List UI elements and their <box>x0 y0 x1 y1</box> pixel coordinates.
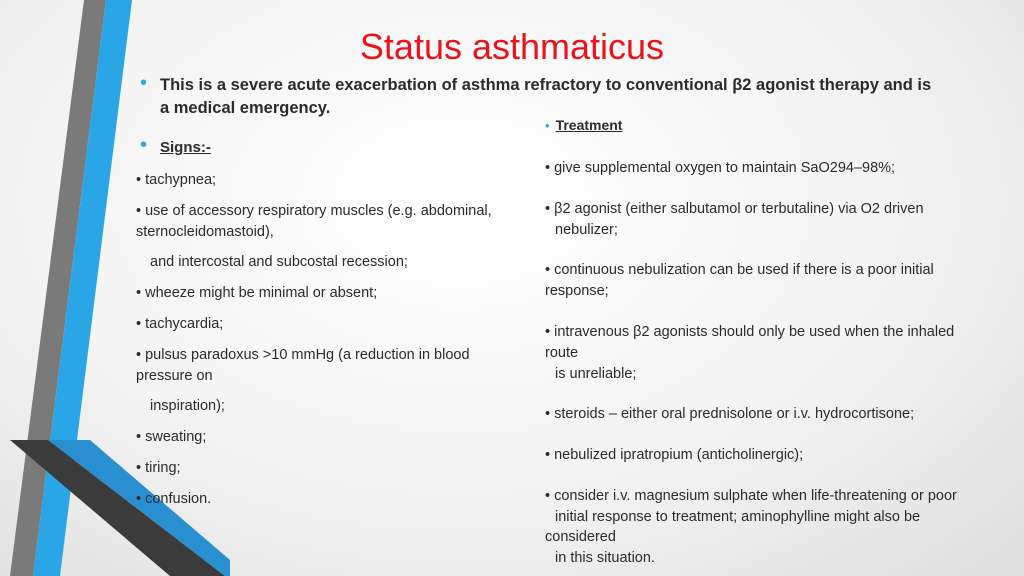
treatment-line: • intravenous β2 agonists should only be used when the inhaled <box>545 324 955 340</box>
treatment-line: • β2 agonist (either salbutamol or terbutaline) via O2 driven <box>545 201 924 217</box>
signs-heading <box>140 136 211 160</box>
treatment-line: considered <box>545 529 616 545</box>
page-title: Status asthmaticus <box>359 26 665 67</box>
treatment-heading <box>545 117 622 135</box>
bullet-icon: • <box>140 72 148 94</box>
signs-line: inspiration); <box>150 398 225 414</box>
intro-line-1: This is a severe acute exacerbation of asthma refractory to conventional β2 agonist therapy and is <box>160 76 932 94</box>
treatment-line: nebulizer; <box>555 222 618 238</box>
signs-line: pressure on <box>136 368 213 384</box>
signs-line: • confusion. <box>136 491 212 507</box>
bullet-icon: • <box>140 134 148 156</box>
treatment-line: response; <box>545 283 609 299</box>
signs-line: • use of accessory respiratory muscles (e.g. abdominal, <box>136 203 492 219</box>
signs-line: • wheeze might be minimal or absent; <box>136 285 378 301</box>
treatment-line: • nebulized ipratropium (anticholinergic); <box>545 447 804 463</box>
signs-line: • pulsus paradoxus >10 mmHg (a reduction in blood <box>136 347 470 363</box>
signs-line: • tachycardia; <box>136 316 224 332</box>
signs-line: and intercostal and subcostal recession; <box>150 254 408 270</box>
intro-line-2: a medical emergency. <box>160 99 331 117</box>
treatment-line: • give supplemental oxygen to maintain SaO294–98%; <box>545 160 896 176</box>
intro-bullet <box>140 74 980 120</box>
treatment-line: • continuous nebulization can be used if there is a poor initial <box>545 262 934 278</box>
treatment-line: is unreliable; <box>555 366 637 382</box>
treatment-line: • consider i.v. magnesium sulphate when life-threatening or poor <box>545 488 957 504</box>
bullet-icon: • <box>545 118 550 133</box>
treatment-heading-text: Treatment <box>555 117 623 133</box>
signs-line: sternocleidomastoid), <box>136 224 274 240</box>
treatment-line: initial response to treatment; aminophylline might also be <box>555 509 921 525</box>
signs-line: • tiring; <box>136 460 181 476</box>
signs-line: • tachypnea; <box>136 172 217 188</box>
signs-heading-text: Signs:- <box>160 139 211 156</box>
treatment-line: in this situation. <box>555 550 655 566</box>
treatment-line: • steroids – either oral prednisolone or i.v. hydrocortisone; <box>545 406 915 422</box>
signs-line: • sweating; <box>136 429 207 445</box>
treatment-line: route <box>545 345 579 361</box>
